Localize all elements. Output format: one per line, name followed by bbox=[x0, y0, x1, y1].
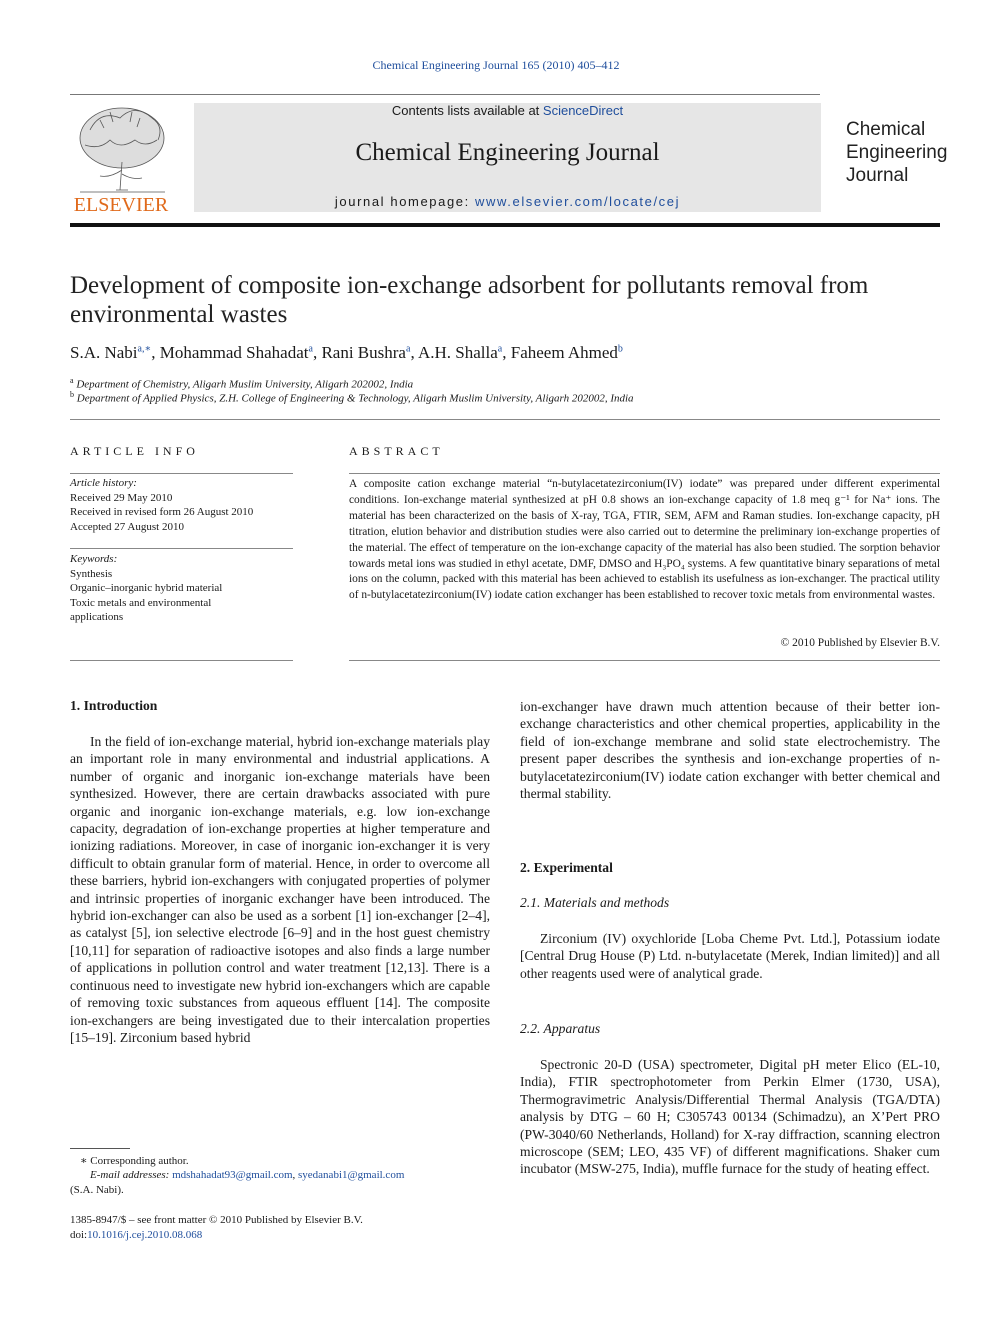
email-owner: (S.A. Nabi). bbox=[70, 1183, 124, 1196]
subsection-heading-materials: 2.1. Materials and methods bbox=[520, 895, 670, 910]
apparatus-paragraph: Spectronic 20-D (USA) spectrometer, Digital pH meter Elico (EL-10, India), FTIR spectrophotometer from Perkin Elmer (1730, USA), Thermogravimetric Analysis/Differential Thermal Analysis (TGA/DTA) analysis by DTG – 60 H; C305743 00134 (Schimadzu), an X’Pert PRO (PW-3040/60 Netherlands, Holland) for X-ray diffraction, scanning electron microscope (SEM; LEO, 435 VF) of different magnifications. Shaker cum incubator (MSW-275, India), muffle furnace for the study of heating effect. bbox=[520, 1057, 940, 1177]
sciencedirect-link[interactable]: ScienceDirect bbox=[542, 103, 624, 118]
issn-block bbox=[70, 1213, 490, 1243]
author-affil-marker[interactable]: a bbox=[497, 343, 503, 355]
article-history bbox=[70, 476, 293, 534]
email-separator: , bbox=[292, 1169, 299, 1182]
keyword-item: applications bbox=[70, 611, 124, 624]
introduction-paragraph: In the field of ion-exchange material, hybrid ion-exchange materials play an important role in many environmental and industrial applications. A number of organic and inorganic ion-exchange materials have been synthesized. However, there are certain drawbacks associated with pure organic and inorganic ion-exchange materials, e.g. low ion-exchange capacity, degradation of ion-exchange properties at higher temperature and ionizing radiations. Moreover, in case of inorganic ion-exchanger it is very difficult to obtain granular form of material. Hence, in order to overcome all these barriers, hybrid ion-exchangers with conjugated properties of polymer and intrinsic properties of inorganic exchanger have been introduced. The hybrid ion-exchanger can also be used as a sorbent [1] ion-exchanger [2–4], as catalyst [5], ion selective electrode [6–9] and in the host guest chemistry [10,11] for separation of radioactive isotopes and also finds a large number of applications in pollution control and water treatment [12,13]. There is a continuous need to investigate new hybrid ion-exchangers which are capable of removing toxic substances from aqueous effluent [14]. The composite ion-exchangers are being investigated due to their intercalation properties [15–19]. Zirconium based hybrid bbox=[70, 734, 490, 1045]
homepage-prefix: journal homepage: bbox=[334, 194, 476, 209]
email-line bbox=[70, 1168, 490, 1182]
footnote bbox=[70, 1154, 490, 1197]
elsevier-tree-icon bbox=[70, 100, 173, 215]
header-thick-rule bbox=[70, 223, 940, 227]
affiliation-marker: b bbox=[70, 390, 74, 399]
author-affil-marker[interactable]: b bbox=[617, 343, 623, 355]
abstract-heading: ABSTRACT bbox=[349, 444, 444, 458]
footnote-rule bbox=[70, 1148, 130, 1149]
article-info-rule bbox=[70, 473, 293, 474]
abstract-copyright: © 2010 Published by Elsevier B.V. bbox=[780, 637, 940, 649]
article-title: Development of composite ion-exchange adsorbent for pollutants removal from environmental wastes bbox=[70, 272, 869, 328]
journal-citation[interactable]: Chemical Engineering Journal 165 (2010) 405–412 bbox=[372, 58, 620, 72]
article-info-rule bbox=[70, 548, 293, 549]
header-top-rule bbox=[70, 94, 820, 95]
affiliation-b bbox=[70, 390, 634, 405]
keyword-item: Organic–inorganic hybrid material bbox=[70, 582, 223, 595]
abstract-rule bbox=[349, 473, 940, 474]
keyword-item: Toxic metals and environmental bbox=[70, 596, 212, 609]
author-affil-marker[interactable]: a,∗ bbox=[137, 343, 152, 355]
section-heading-experimental: 2. Experimental bbox=[520, 860, 613, 875]
keywords bbox=[70, 552, 293, 625]
affiliation-text: Department of Chemistry, Aligarh Muslim University, Aligarh 202002, India bbox=[76, 378, 414, 391]
doi-link[interactable]: 10.1016/j.cej.2010.08.068 bbox=[87, 1229, 203, 1241]
author-name: S.A. Nabi bbox=[70, 343, 138, 362]
homepage-link[interactable]: www.elsevier.com/locate/cej bbox=[475, 194, 681, 209]
doi-label: doi: bbox=[70, 1229, 88, 1241]
affiliation-text: Department of Applied Physics, Z.H. College of Engineering & Technology, Aligarh Muslim University, Aligarh 202002, India bbox=[76, 392, 634, 405]
abstract-text: A composite cation exchange material “n-butylacetatezirconium(IV) iodate” was prepared under different experimental conditions. Ion-exchange material synthesized at pH 0.8 shows an ion-exchange capacity of 1.8 meq g⁻¹ for Na⁺ ions. The material has been characterized on the basis of X-ray, TGA, FTIR, SEM, AFM and Raman studies. Ion-exchange capacity, pH titration, elution behavior and distribution studies were also carried out to determine the preliminary ion-exchange properties of the material. The effect of temperature on the ion-exchange capacity of the material has also been studied. The sorption behavior towards metal ions was studied in ethyl acetate, DMF, DMSO and H₃PO₄ systems. A few quantitative binary separations of metal ions on the column, packed with this material has been achieved to establish its usefulness as ion-exchanger. The practical utility of n-butylacetatezirconium(IV) iodate cation exchanger has been established to recover toxic metals from environmental wastes. bbox=[349, 478, 940, 602]
keyword-item: Synthesis bbox=[70, 567, 113, 580]
history-item: Received 29 May 2010 bbox=[70, 491, 173, 504]
doi-line bbox=[70, 1228, 490, 1243]
side-logo-line: Engineering bbox=[846, 142, 948, 163]
author-name: Mohammad Shahadat bbox=[159, 343, 309, 362]
elsevier-logo[interactable] bbox=[70, 100, 173, 215]
author-affil-marker[interactable]: a bbox=[405, 343, 411, 355]
subsection-heading-apparatus: 2.2. Apparatus bbox=[520, 1021, 601, 1036]
corresponding-author-note: ∗ Corresponding author. bbox=[80, 1155, 189, 1167]
side-logo-line: Chemical bbox=[846, 119, 926, 140]
contents-line bbox=[194, 103, 821, 118]
abstract-rule bbox=[349, 660, 940, 661]
affiliation-a bbox=[70, 376, 413, 391]
article-info-heading: ARTICLE INFO bbox=[70, 444, 199, 458]
author-name: Faheem Ahmed bbox=[510, 343, 618, 362]
email-label: E-mail addresses: bbox=[90, 1169, 173, 1182]
author-name: A.H. Shalla bbox=[418, 343, 498, 362]
author-affil-marker[interactable]: a bbox=[308, 343, 313, 355]
email-link[interactable]: mdshahadat93@gmail.com bbox=[172, 1169, 293, 1182]
materials-paragraph: Zirconium (IV) oxychloride [Loba Cheme Pvt. Ltd.], Potassium iodate [Central Drug House (P) Ltd. n-butylacetate (Merek, Indian limited)] and all other reagents used were of analytical grade. bbox=[520, 931, 940, 981]
affiliation-marker: a bbox=[70, 376, 74, 385]
side-logo-line: Journal bbox=[846, 165, 909, 186]
history-item: Received in revised form 26 August 2010 bbox=[70, 506, 254, 519]
email-link[interactable]: syedanabi1@gmail.com bbox=[298, 1169, 405, 1182]
elsevier-wordmark: ELSEVIER bbox=[73, 194, 169, 215]
keywords-label: Keywords: bbox=[70, 553, 118, 565]
article-info-rule bbox=[70, 660, 293, 661]
contents-prefix: Contents lists available at bbox=[391, 103, 543, 118]
journal-title: Chemical Engineering Journal bbox=[355, 139, 660, 166]
section-heading-introduction: 1. Introduction bbox=[70, 698, 158, 713]
title-block-rule bbox=[70, 419, 940, 420]
journal-homepage bbox=[194, 194, 821, 209]
author-name: Rani Bushra bbox=[321, 343, 406, 362]
history-label: Article history: bbox=[70, 477, 137, 489]
author-list: S.A. Nabi$^{a,∗}$, Mohammad Shahadat$^a$, Rani Bushra$^a$, A.H. Shalla$^a$, Faheem Ahmed$^b$ bbox=[70, 343, 623, 362]
introduction-paragraph-continued: ion-exchanger have drawn much attention because of their better ion-exchange characteristics and other chemical properties, applicability in the field of ion-exchange membrane and solid state electrochemistry. The present paper describes the synthesis and ion-exchange properties of n-butylacetatezirconium(IV) iodate cation exchanger with better chemical and thermal stability. bbox=[520, 699, 940, 802]
journal-side-logo bbox=[846, 118, 947, 187]
history-item: Accepted 27 August 2010 bbox=[70, 520, 184, 533]
issn-line: 1385-8947/$ – see front matter © 2010 Published by Elsevier B.V. bbox=[70, 1214, 363, 1226]
